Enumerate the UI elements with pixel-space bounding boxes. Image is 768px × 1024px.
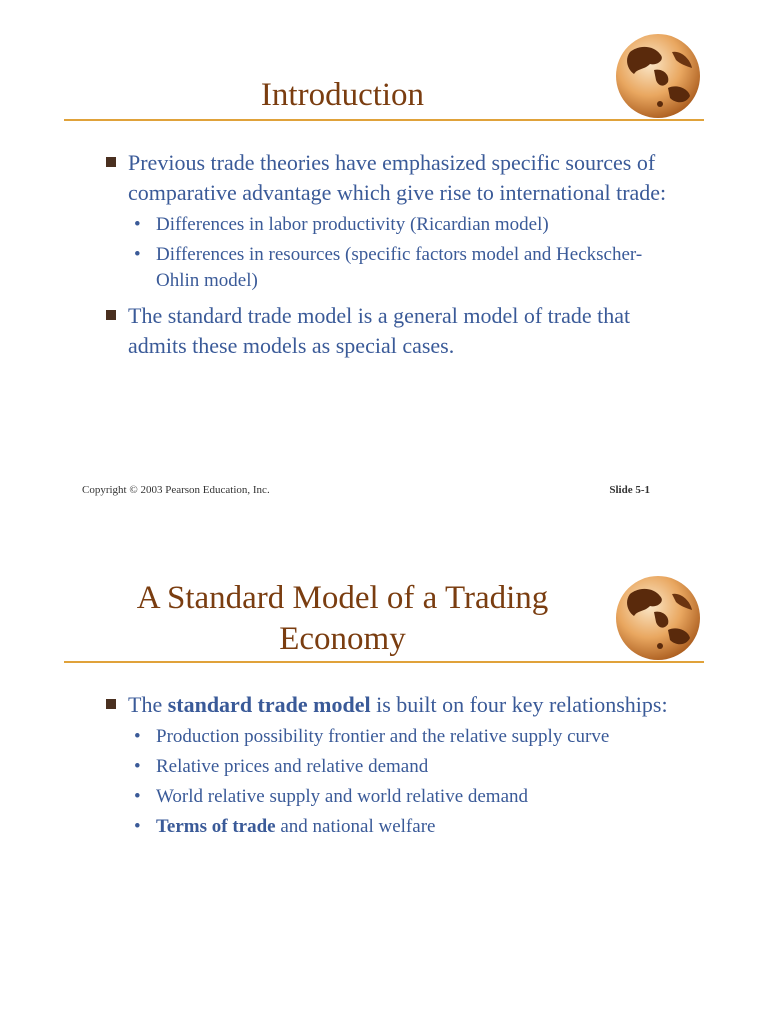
bullet-item <box>100 148 670 208</box>
slide-body <box>100 690 670 840</box>
sub-bullet-text: World relative supply and world relative demand <box>156 786 529 807</box>
sub-bullet-item <box>100 212 670 238</box>
copyright-footer: Copyright © 2003 Pearson Education, Inc. <box>82 484 270 496</box>
bullet-text: The standard trade model is a general model of trade that admits these models as special cases. <box>128 303 631 358</box>
dot-bullet-icon: • <box>134 214 141 235</box>
sub-bullet-text: Differences in resources (specific factors model and Heckscher-Ohlin model) <box>156 244 643 291</box>
square-bullet-icon <box>106 699 116 709</box>
sub-bullet-text: Differences in labor productivity (Ricardian model) <box>156 214 549 235</box>
square-bullet-icon <box>106 310 116 320</box>
sub-bullet-item <box>100 754 670 780</box>
slide-title: A Standard Model of a Trading Economy <box>136 580 549 657</box>
dot-bullet-icon: • <box>134 244 141 265</box>
title-divider <box>64 119 704 121</box>
globe-icon <box>610 572 706 662</box>
bullet-item <box>100 690 670 720</box>
bullet-item <box>100 301 670 361</box>
sub-bullet-text: Production possibility frontier and the relative supply curve <box>156 726 610 747</box>
dot-bullet-icon: • <box>134 756 141 777</box>
title-divider <box>64 661 704 663</box>
dot-bullet-icon: • <box>134 786 141 807</box>
slide-body <box>100 148 670 361</box>
slide-title: Introduction <box>260 77 425 113</box>
slide-5-2 <box>0 512 768 1024</box>
sub-bullet-text: Relative prices and relative demand <box>156 756 429 777</box>
dot-bullet-icon: • <box>134 726 141 747</box>
bullet-text-pre: The <box>128 692 168 717</box>
globe-icon <box>610 30 706 120</box>
square-bullet-icon <box>106 157 116 167</box>
sub-bullet-item <box>100 724 670 750</box>
sub-bullet-item <box>100 784 670 810</box>
sub-bullet-text-post: and national welfare <box>275 816 436 837</box>
bullet-text-bold: standard trade model <box>167 692 371 717</box>
dot-bullet-icon: • <box>134 816 141 837</box>
bullet-text: Previous trade theories have emphasized specific sources of comparative advantage which give rise to international trade: <box>128 150 667 205</box>
sub-bullet-item <box>100 814 670 840</box>
bullet-text-post: is built on four key relationships: <box>370 692 668 717</box>
sub-bullet-item <box>100 242 670 294</box>
slide-number: Slide 5-1 <box>609 484 650 496</box>
sub-bullet-text-bold: Terms of trade <box>156 816 276 837</box>
